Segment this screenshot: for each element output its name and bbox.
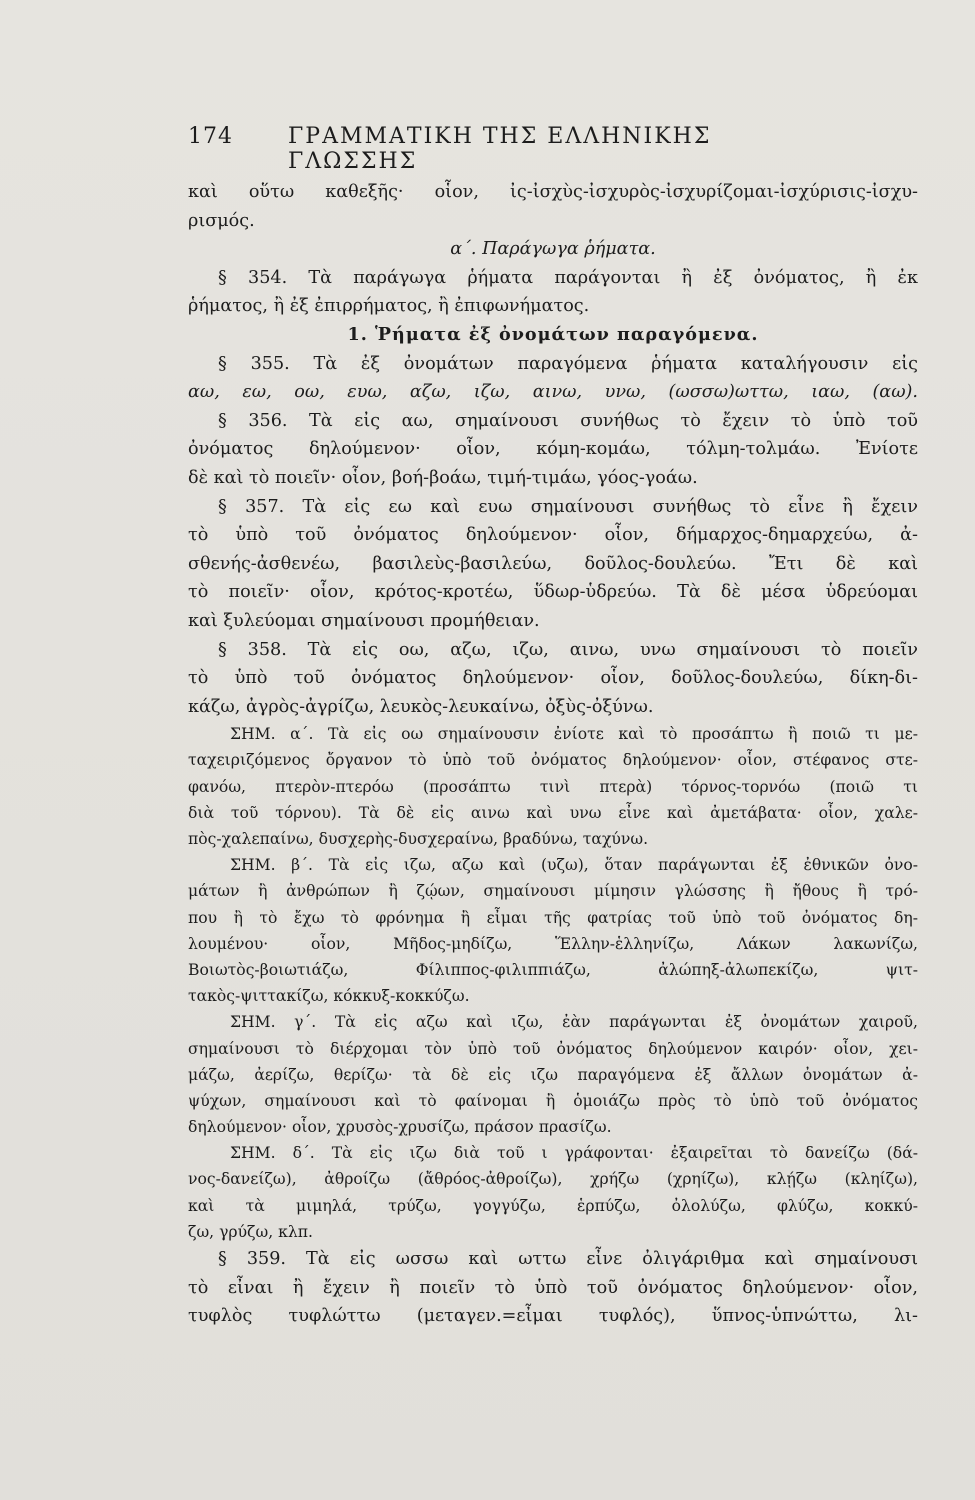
paragraph-355-start: § 355. Τὰ ἐξ ὀνομάτων παραγόμενα ῥήματα καταλήγουσιν εἰς [218, 353, 918, 374]
note-line: καὶ τὰ μιμηλά, τρύζω, γογγύζω, ἑρπύζω, ὀλολύζω, φλύζω, κοκκύ- [188, 1196, 918, 1215]
text-line: τὸ ποιεῖν· οἷον, κρότος-κροτέω, ὕδωρ-ὑδρεύω. Τὰ δὲ μέσα ὑδρεύομαι [188, 582, 918, 603]
note-line: δηλούμενον· οἷον, χρυσὸς-χρυσίζω, πράσον πρασίζω. [188, 1118, 612, 1137]
note-line: μάτων ἢ ἀνθρώπων ἢ ζῴων, σημαίνουσι μίμησιν γλώσσης ἢ ἤθους ἢ τρό- [188, 882, 918, 901]
note-line: λουμένου· οἷον, Μῆδος-μηδίζω, Ἕλλην-ἑλληνίζω, Λάκων λακωνίζω, [188, 934, 918, 953]
note-a-start: ΣΗΜ. α΄. Τὰ εἰς οω σημαίνουσιν ἐνίοτε καὶ τὸ προσάπτω ἢ ποιῶ τι με- [230, 725, 918, 744]
body-text [188, 178, 918, 1331]
note-d-start: ΣΗΜ. δ΄. Τὰ εἰς ιζω διὰ τοῦ ι γράφονται· ἐξαιρεῖται τὸ δανείζω (δά- [230, 1144, 918, 1163]
note-line: ταχειριζόμενος ὄργανον τὸ ὑπὸ τοῦ ὀνόματος δηλούμενον· οἷον, στέφανος στε- [188, 751, 918, 770]
text-line: σθενής-ἀσθενέω, βασιλεὺς-βασιλεύω, δοῦλος-δουλεύω. Ἔτι δὲ καὶ [188, 553, 918, 574]
note-line: μάζω, ἀερίζω, θερίζω· τὰ δὲ εἰς ιζω παραγόμενα ἐξ ἄλλων ὀνομάτων ἀ- [188, 1065, 918, 1084]
note-c-start: ΣΗΜ. γ΄. Τὰ εἰς αζω καὶ ιζω, ἐὰν παράγωνται ἐξ ὀνομάτων χαιροῦ, [230, 1013, 918, 1032]
paragraph-356-start: § 356. Τὰ εἰς αω, σημαίνουσι συνήθως τὸ ἔχειν τὸ ὑπὸ τοῦ [218, 410, 918, 431]
paragraph-358-start: § 358. Τὰ εἰς οω, αζω, ιζω, αινω, υνω σημαίνουσι τὸ ποιεῖν [218, 639, 918, 660]
running-title: ΓΡΑΜΜΑΤΙΚΗ ΤΗΣ ΕΛΛΗΝΙΚΗΣ ΓΛΩΣΣΗΣ [288, 124, 712, 174]
note-line: που ἢ τὸ ἔχω τὸ φρόνημα ἢ εἶμαι τῆς φατρίας τοῦ ὑπὸ τοῦ ὀνόματος δη- [188, 908, 918, 927]
note-line: Βοιωτὸς-βοιωτιάζω, Φίλιππος-φιλιππιάζω, ἀλώπηξ-ἀλωπεκίζω, ψιτ- [188, 960, 918, 979]
page-header [188, 124, 838, 174]
text-line: τὸ ὑπὸ τοῦ ὀνόματος δηλούμενον· οἷον, δήμαρχος-δημαρχεύω, ἀ- [188, 525, 918, 546]
paragraph-357-start: § 357. Τὰ εἰς εω καὶ ευω σημαίνουσι συνήθως τὸ εἶνε ἢ ἔχειν [218, 496, 918, 517]
paragraph-354-start: § 354. Τὰ παράγωγα ῥήματα παράγονται ἢ ἐξ ὀνόματος, ἢ ἐκ [218, 267, 918, 288]
note-line: σημαίνουσι τὸ διέρχομαι τὸν ὑπὸ τοῦ ὀνόματος δηλούμενον καιρόν· οἷον, χει- [188, 1039, 918, 1058]
text-line: ὀνόματος δηλούμενον· οἷον, κόμη-κομάω, τόλμη-τολμάω. Ἐνίοτε [188, 439, 918, 460]
text-line: ῥήματος, ἢ ἐξ ἐπιρρήματος, ἢ ἐπιφωνήματος. [188, 296, 590, 317]
section-heading: 1. Ῥήματα ἐξ ὀνομάτων παραγόμενα. [347, 323, 759, 345]
text-line: αω, εω, οω, ευω, αζω, ιζω, αινω, υνω, (ωσσω)ωττω, ιαω, (αω). [188, 382, 918, 403]
note-line: ψύχων, σημαίνουσι καὶ τὸ φαίνομαι ἢ ὁμοιάζω πρὸς τὸ ὑπὸ τοῦ ὀνόματος [188, 1091, 918, 1110]
text-line: ρισμός. [188, 210, 255, 231]
text-line: κάζω, ἀγρὸς-ἀγρίζω, λευκὸς-λευκαίνω, ὀξὺς-ὀξύνω. [188, 696, 654, 717]
note-line: τακὸς-ψιττακίζω, κόκκυξ-κοκκύζω. [188, 987, 470, 1006]
subsection-heading: α΄. Παράγωγα ῥήματα. [450, 239, 656, 260]
note-line: διὰ τοῦ τόρνου). Τὰ δὲ εἰς αινω καὶ υνω εἶνε καὶ ἀμετάβατα· οἷον, χαλε- [188, 803, 918, 822]
note-line: φανόω, πτερὸν-πτερόω (προσάπτω τινὶ πτερὰ) τόρνος-τορνόω (ποιῶ τι [188, 777, 918, 796]
text-line: τὸ ὑπὸ τοῦ ὀνόματος δηλούμενον· οἷον, δοῦλος-δουλεύω, δίκη-δι- [188, 668, 918, 689]
text-line: καὶ οὕτω καθεξῆς· οἷον, ἰς-ἰσχὺς-ἰσχυρὸς-ἰσχυρίζομαι-ἰσχύρισις-ἰσχυ- [188, 182, 918, 202]
note-line: νος-δανείζω), ἀθροίζω (ἄθρόος-ἀθροίζω), χρήζω (χρηίζω), κλῄζω (κληίζω), [188, 1170, 918, 1189]
text-line: καὶ ξυλεύομαι σημαίνουσι προμήθειαν. [188, 610, 540, 631]
paragraph-359-start: § 359. Τὰ εἰς ωσσω καὶ ωττω εἶνε ὀλιγάριθμα καὶ σημαίνουσι [218, 1249, 918, 1270]
note-line: ζω, γρύζω, κλπ. [188, 1222, 313, 1241]
note-b-start: ΣΗΜ. β΄. Τὰ εἰς ιζω, αζω καὶ (υζω), ὅταν παράγωνται ἐξ ἐθνικῶν ὀνο- [230, 856, 918, 875]
text-line: τὸ εἶναι ἢ ἔχειν ἢ ποιεῖν τὸ ὑπὸ τοῦ ὀνόματος δηλούμενον· οἷον, [188, 1277, 918, 1298]
page-number: 174 [188, 124, 233, 149]
text-line: δὲ καὶ τὸ ποιεῖν· οἷον, βοή-βοάω, τιμή-τιμάω, γόος-γοάω. [188, 467, 698, 488]
text-line: τυφλὸς τυφλώττω (μεταγεν.=εἶμαι τυφλός), ὕπνος-ὑπνώττω, λι- [188, 1306, 918, 1327]
note-line: πὸς-χαλεπαίνω, δυσχερὴς-δυσχεραίνω, βραδύνω, ταχύνω. [188, 830, 649, 849]
